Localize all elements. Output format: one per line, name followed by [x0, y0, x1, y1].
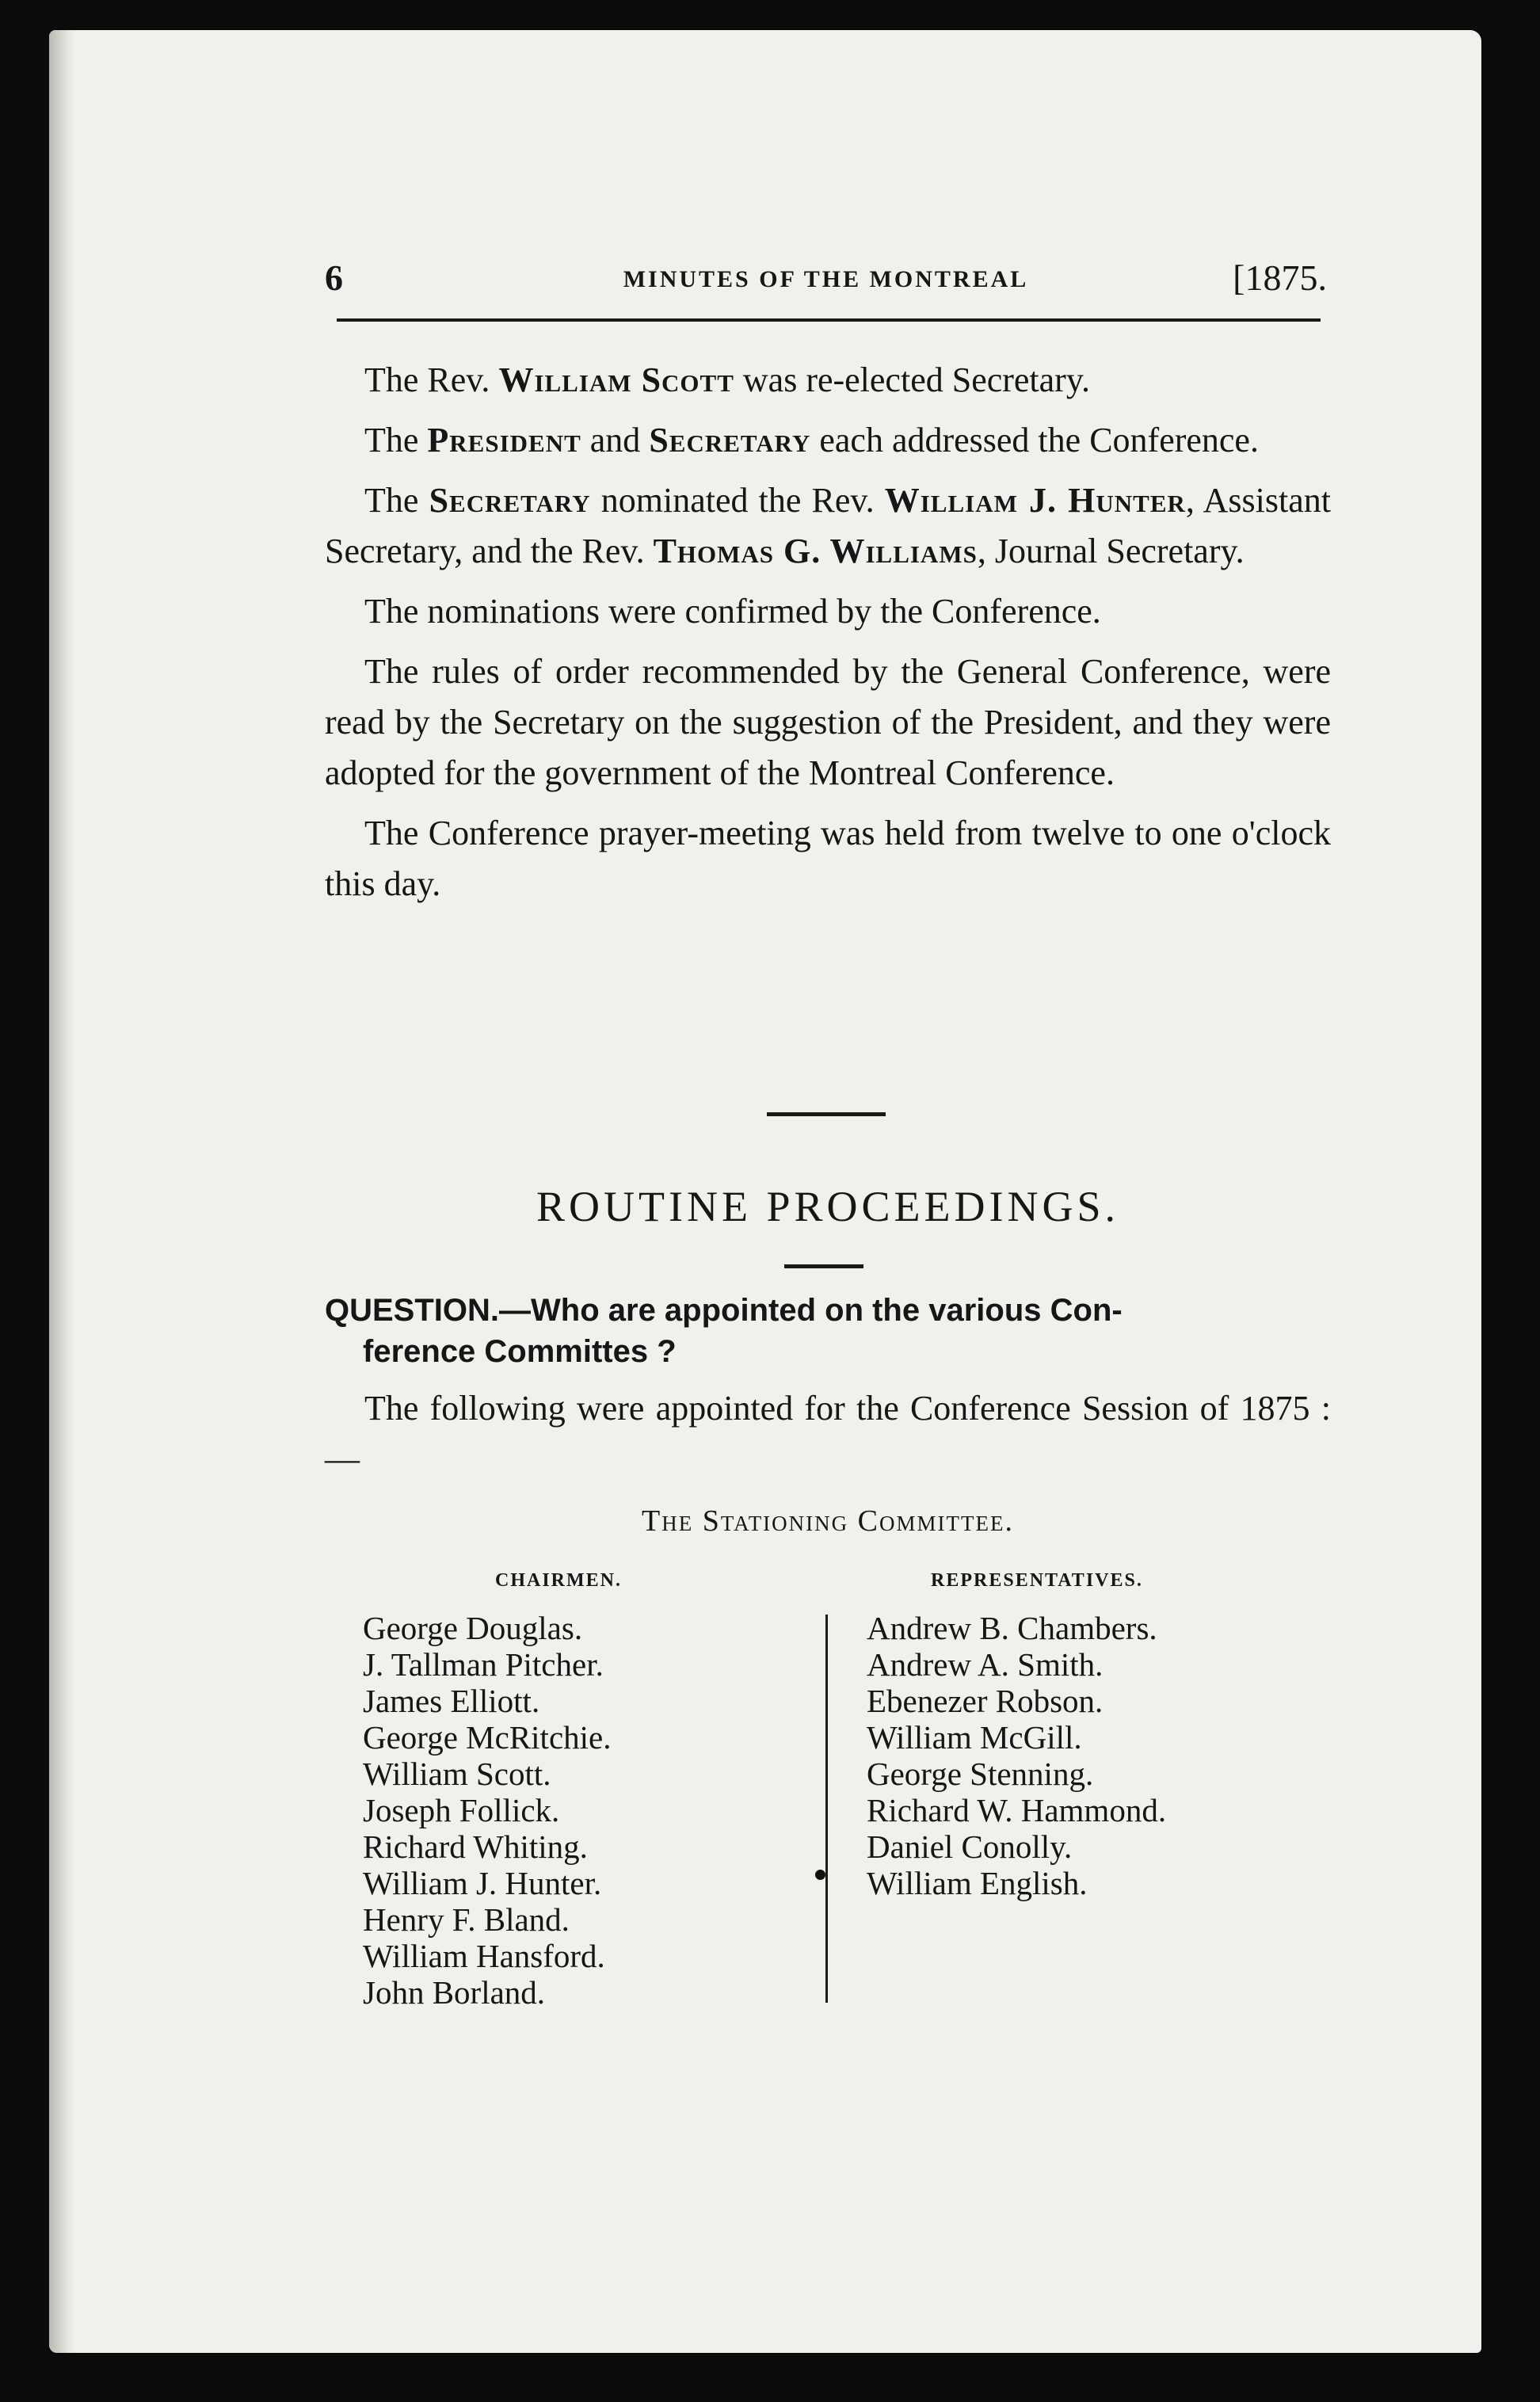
list-item: Andrew B. Chambers.	[867, 1610, 1157, 1646]
paragraph-prayer-meeting: The Conference prayer-meeting was held from twelve to one o'clock this day.	[325, 814, 1331, 903]
heading-underline-rule	[784, 1264, 863, 1268]
text-span: The Rev.	[364, 360, 499, 399]
paragraph-following: The following were appointed for the Conference Session of 1875 :—	[325, 1389, 1331, 1478]
list-item: George Douglas.	[363, 1610, 583, 1646]
paragraph-addresses	[325, 415, 1331, 466]
committee-title: The Stationing Committee.	[642, 1504, 1014, 1538]
question-block	[325, 1290, 1331, 1372]
page-header	[325, 252, 1327, 307]
text-span: , Assistant Secretary, and the Rev.	[325, 481, 1331, 570]
list-item: Joseph Follick.	[363, 1792, 560, 1828]
header-rule	[337, 318, 1321, 322]
list-item: Ebenezer Robson.	[867, 1683, 1104, 1719]
ink-dot	[815, 1870, 825, 1880]
list-item: James Elliott.	[363, 1683, 540, 1719]
list-item: William Scott.	[363, 1756, 551, 1792]
text-span: was re-elected Secretary.	[734, 360, 1090, 399]
paragraph-nominations	[325, 475, 1331, 577]
representatives-column-header: REPRESENTATIVES.	[931, 1570, 1143, 1591]
representatives-list	[867, 1610, 1166, 1901]
list-item: Richard Whiting.	[363, 1828, 588, 1865]
paragraph-confirmed: The nominations were confirmed by the Conference.	[364, 592, 1101, 631]
text-span: The	[364, 421, 428, 459]
list-item: Henry F. Bland.	[363, 1901, 570, 1938]
header-year: [1875.	[1233, 257, 1327, 298]
list-item: John Borland.	[363, 1974, 546, 2011]
term-secretary: Secretary	[429, 481, 591, 520]
paragraph-rules-of-order: The rules of order recommended by the General Conference, were read by the Secretary on the suggestion of the President, and they were adopted for the government of the Montreal Conference.	[325, 652, 1331, 792]
text-span: and	[581, 421, 650, 459]
list-item: Daniel Conolly.	[867, 1828, 1073, 1865]
question-line: QUESTION.—Who are appointed on the various Con-	[325, 1293, 1123, 1328]
page-number: 6	[325, 257, 343, 298]
list-item: George Stenning.	[867, 1756, 1094, 1792]
running-title: MINUTES OF THE MONTREAL	[623, 266, 1029, 292]
appointments-intro	[325, 1383, 1331, 1485]
term-secretary: Secretary	[649, 421, 811, 459]
list-item: William English.	[867, 1865, 1088, 1901]
list-item: Richard W. Hammond.	[867, 1792, 1167, 1828]
section-divider-rule	[767, 1112, 886, 1116]
name-thomas-williams: Thomas G. Williams	[653, 532, 978, 570]
name-william-hunter: William J. Hunter	[884, 481, 1186, 520]
text-span: The	[364, 481, 429, 520]
text-span: each addressed the Conference.	[810, 421, 1259, 459]
list-item: William McGill.	[867, 1719, 1082, 1756]
chairmen-list	[363, 1610, 612, 2011]
page-edge-shading	[49, 30, 76, 2353]
body-text	[325, 355, 1331, 919]
paragraph-secretary-elected	[325, 355, 1331, 406]
list-item: George McRitchie.	[363, 1719, 612, 1756]
name-william-scott: William Scott	[498, 360, 734, 399]
column-divider	[825, 1615, 828, 2003]
section-heading: ROUTINE PROCEEDINGS.	[536, 1183, 1119, 1230]
text-span: nominated the Rev.	[590, 481, 885, 520]
list-item: William J. Hunter.	[363, 1865, 602, 1901]
chairmen-column-header: CHAIRMEN.	[495, 1570, 622, 1591]
list-item: William Hansford.	[363, 1938, 605, 1974]
term-president: President	[427, 421, 581, 459]
list-item: J. Tallman Pitcher.	[363, 1646, 604, 1683]
question-line: ference Committes ?	[363, 1334, 677, 1369]
text-span: , Journal Secretary.	[977, 532, 1245, 570]
list-item: Andrew A. Smith.	[867, 1646, 1104, 1683]
